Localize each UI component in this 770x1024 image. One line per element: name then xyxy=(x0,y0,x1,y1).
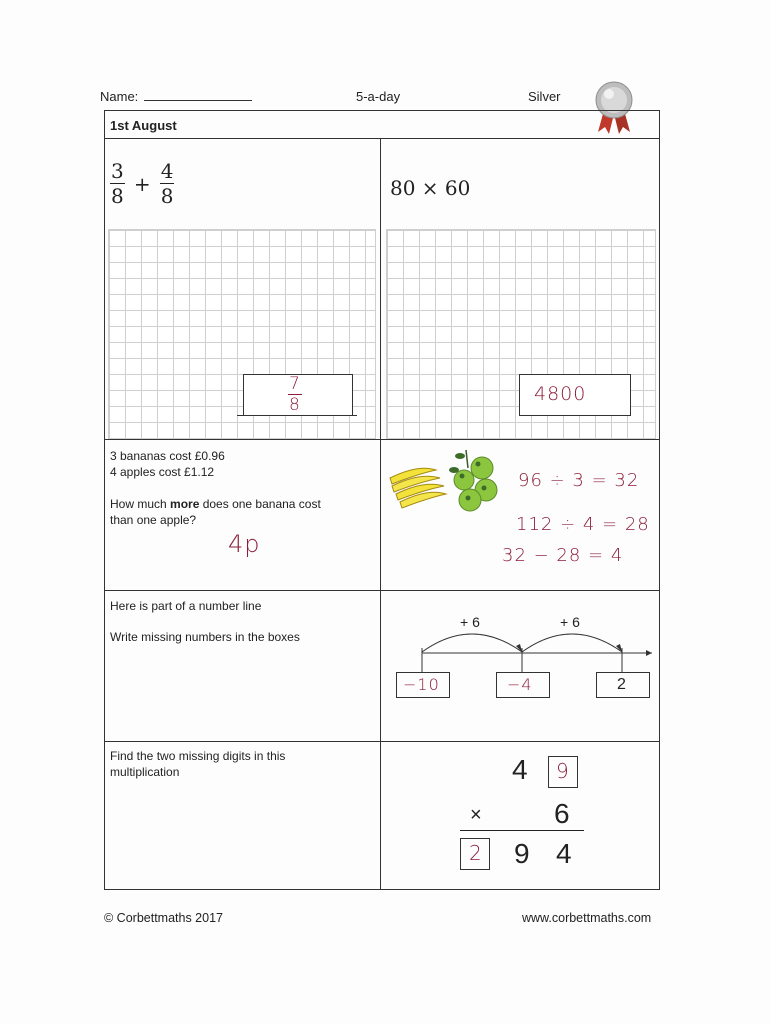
answer-box[interactable] xyxy=(519,374,631,416)
missing-digit-box-1[interactable] xyxy=(548,756,578,788)
number-box-3 xyxy=(596,672,650,698)
problem-line: 4 apples cost £1.12 xyxy=(110,465,215,479)
name-field[interactable] xyxy=(100,89,252,104)
handwritten-digit: 2 xyxy=(469,841,483,865)
instruction-line: Write missing numbers in the boxes xyxy=(110,630,300,644)
handwritten-answer: 4p xyxy=(228,530,261,558)
working-line-2: 112 ÷ 4 = 28 xyxy=(516,514,650,535)
answer-denominator: 8 xyxy=(289,395,301,415)
number-box-1[interactable] xyxy=(396,672,450,698)
number-line xyxy=(382,608,658,678)
instruction-line: Here is part of a number line xyxy=(110,599,262,613)
handwritten-fraction xyxy=(288,375,302,414)
question-text: How much xyxy=(110,497,171,511)
row-divider xyxy=(104,439,660,440)
copyright-text: © Corbettmaths 2017 xyxy=(104,911,223,925)
answer-numerator: 7 xyxy=(289,374,301,394)
working-line-1: 96 ÷ 3 = 32 xyxy=(518,470,640,491)
missing-digit-box-2[interactable] xyxy=(460,838,490,870)
name-label: Name: xyxy=(100,89,139,104)
handwritten-answer: 4800 xyxy=(534,383,587,405)
answer-box[interactable] xyxy=(243,374,353,416)
problem-question-line2: than one apple? xyxy=(110,513,197,527)
jump-label-2: + 6 xyxy=(560,614,580,630)
working-line-3: 32 − 28 = 4 xyxy=(502,545,624,566)
multiplier-digit: 6 xyxy=(554,798,570,829)
fraction-3-8 xyxy=(110,160,125,207)
fraction-question xyxy=(110,160,174,207)
multiplication-question: 80 × 60 xyxy=(390,176,471,200)
problem-line: 3 bananas cost £0.96 xyxy=(110,449,225,463)
instruction-line: multiplication xyxy=(110,765,180,779)
bananas-and-apples-icon xyxy=(388,448,500,518)
word-problem xyxy=(110,448,321,528)
denominator: 8 xyxy=(160,184,174,208)
apples-icon xyxy=(449,450,497,511)
multiplication-line xyxy=(460,830,584,831)
multiplication-instructions xyxy=(110,748,285,780)
given-number: 2 xyxy=(617,676,626,693)
banana-bunch-icon xyxy=(390,468,446,508)
times-sign: × xyxy=(470,804,482,826)
handwritten-number: −10 xyxy=(403,675,440,694)
handwritten-number: −4 xyxy=(507,675,533,694)
column-divider xyxy=(380,139,381,890)
date-row xyxy=(104,110,660,139)
website-link[interactable]: www.corbettmaths.com xyxy=(522,911,652,925)
sheet-title: 5-a-day xyxy=(356,89,401,104)
problem-question xyxy=(110,496,321,512)
row-divider xyxy=(104,590,660,591)
instruction-line: Find the two missing digits in this xyxy=(110,749,286,763)
digit-tens: 4 xyxy=(512,754,528,785)
name-line xyxy=(144,89,252,101)
fraction-4-8 xyxy=(160,160,175,207)
question-emphasis: more xyxy=(170,497,200,511)
row-divider xyxy=(104,741,660,742)
denominator: 8 xyxy=(111,184,124,208)
plus-sign: + xyxy=(133,171,151,196)
numerator: 3 xyxy=(111,159,124,183)
result-digit-units: 4 xyxy=(556,838,572,869)
jump-label-1: + 6 xyxy=(460,614,480,630)
level-label: Silver xyxy=(528,89,561,104)
handwritten-digit: 9 xyxy=(556,759,570,783)
date-label: 1st August xyxy=(110,118,177,133)
result-digit-tens: 9 xyxy=(514,838,530,869)
numerator: 4 xyxy=(160,159,174,183)
question-text: does one banana cost xyxy=(199,497,321,511)
number-line-instructions xyxy=(110,598,300,645)
number-box-2[interactable] xyxy=(496,672,550,698)
